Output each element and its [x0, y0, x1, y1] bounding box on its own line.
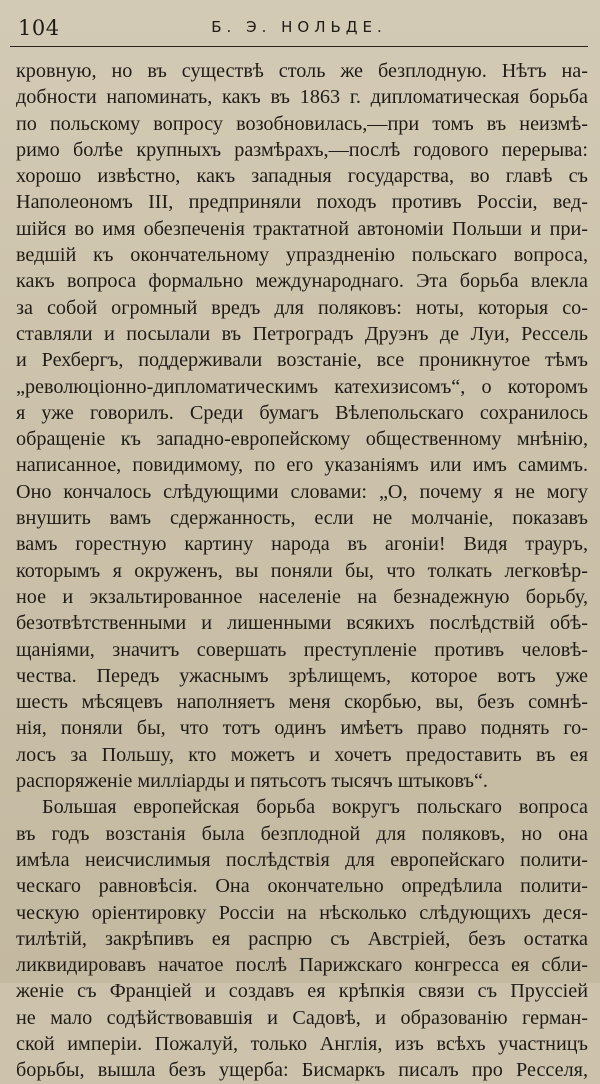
text-line: Большая европейская борьба вокругъ польскаго вопроса	[42, 796, 588, 819]
text-line: добности напоминать, какъ въ 1863 г. дипломатическая борьба	[16, 86, 588, 109]
text-line: шесть мѣсяцевъ наполняетъ меня скорбью, вы, безъ сомнѣ-	[16, 691, 588, 714]
text-line: безотвѣтственными и лишенными всякихъ послѣдствій обѣ-	[16, 612, 588, 635]
text-line: шійся во имя обезпеченія трактатной автономіи Польши и при-	[16, 217, 588, 240]
text-line: лосъ за Польшу, кто можетъ и хочетъ предоставить въ ея	[16, 743, 588, 766]
text-line: щаніями, значитъ совершать преступленіе противъ человѣ-	[16, 638, 588, 661]
text-line: и Рехбергъ, поддерживали возстаніе, все проникнутое тѣмъ	[16, 349, 588, 372]
text-line: тилѣтій, закрѣпивъ ея распрю съ Австріей, безъ остатка	[16, 927, 588, 950]
text-line: женіе съ Франціей и создавъ ея крѣпкія связи съ Пруссіей	[16, 980, 588, 1003]
text-line: кровную, но въ существѣ столь же безплодную. Нѣтъ на-	[16, 60, 588, 82]
text-line: ликвидировавъ начатое послѣ Парижскаго конгресса ея сбли-	[16, 954, 588, 977]
text-line: Оно кончалось слѣдующими словами: „О, почему я не могу	[16, 480, 588, 503]
text-line: по польскому вопросу возобновилась,—при томъ въ неизмѣ-	[16, 112, 588, 135]
text-line: борьбы, вышла безъ ущерба: Бисмаркъ писалъ про Ресселя,	[16, 1059, 588, 1082]
text-line: имѣла неисчислимыя послѣдствія для европейскаго полити-	[16, 848, 588, 871]
text-line: ческаго равновѣсія. Она окончательно опредѣлила полити-	[16, 875, 588, 898]
running-head	[12, 14, 586, 44]
text-line: внушить вамъ сдержанность, если не молчаніе, показавъ	[16, 507, 588, 530]
text-line: ставляли и посылали въ Петроградъ Друэнъ де Луи, Рессель	[16, 322, 588, 345]
text-line: написанное, повидимому, по его указаніямъ или имъ самимъ.	[16, 454, 588, 477]
body-text	[16, 58, 588, 1084]
text-line: Наполеономъ III, предприняли походъ противъ Россіи, вед-	[16, 191, 588, 214]
running-title: Б. Э. НОЛЬДЕ.	[211, 18, 387, 36]
text-line: „революціонно-дипломатическимъ катехизисомъ“, о которомъ	[16, 375, 588, 398]
text-line: за собой огромный вредъ для поляковъ: ноты, которыя со-	[16, 296, 588, 319]
text-line: хорошо извѣстно, какъ западныя государства, во главѣ съ	[16, 165, 588, 188]
text-line: я уже говорилъ. Среди бумагъ Вѣлепольскаго сохранилось	[16, 401, 588, 424]
header-rule	[10, 46, 588, 47]
text-line: чества. Передъ ужаснымъ зрѣлищемъ, которое вотъ уже	[16, 664, 588, 687]
text-line: распоряженіе милліарды и пятьсотъ тысячъ штыковъ“.	[16, 770, 488, 793]
text-line: ской имперіи. Пожалуй, только Англія, изъ всѣхъ участницъ	[16, 1032, 588, 1055]
text-line: ное и экзальтированное населеніе на безнадежную борьбу,	[16, 585, 588, 608]
text-line: ческую оріентировку Россіи на нѣсколько слѣдующихъ деся-	[16, 901, 588, 924]
text-line: нія, поняли бы, что тотъ одинъ имѣетъ право поднять го-	[16, 717, 588, 740]
text-line: которымъ я окруженъ, вы поняли бы, что толкать легковѣр-	[16, 559, 588, 582]
text-line: не мало содѣйствовавшія и Садовѣ, и образованію герман-	[16, 1006, 588, 1029]
text-line: вамъ горестную картину народа въ агоніи! Видя трауръ,	[16, 533, 588, 556]
text-line: римо болѣе крупныхъ размѣрахъ,—послѣ годового перерыва:	[16, 138, 588, 161]
text-line: какъ вопроса формально международнаго. Эта борьба влекла	[16, 270, 588, 293]
text-line: обращеніе къ западно-европейскому общественному мнѣнію,	[16, 428, 588, 451]
text-line: ведшій къ окончательному упраздненію польскаго вопроса,	[16, 244, 588, 267]
page-number: 104	[18, 16, 60, 40]
text-line: въ годъ возстанія была безплодной для поляковъ, но она	[16, 822, 588, 845]
